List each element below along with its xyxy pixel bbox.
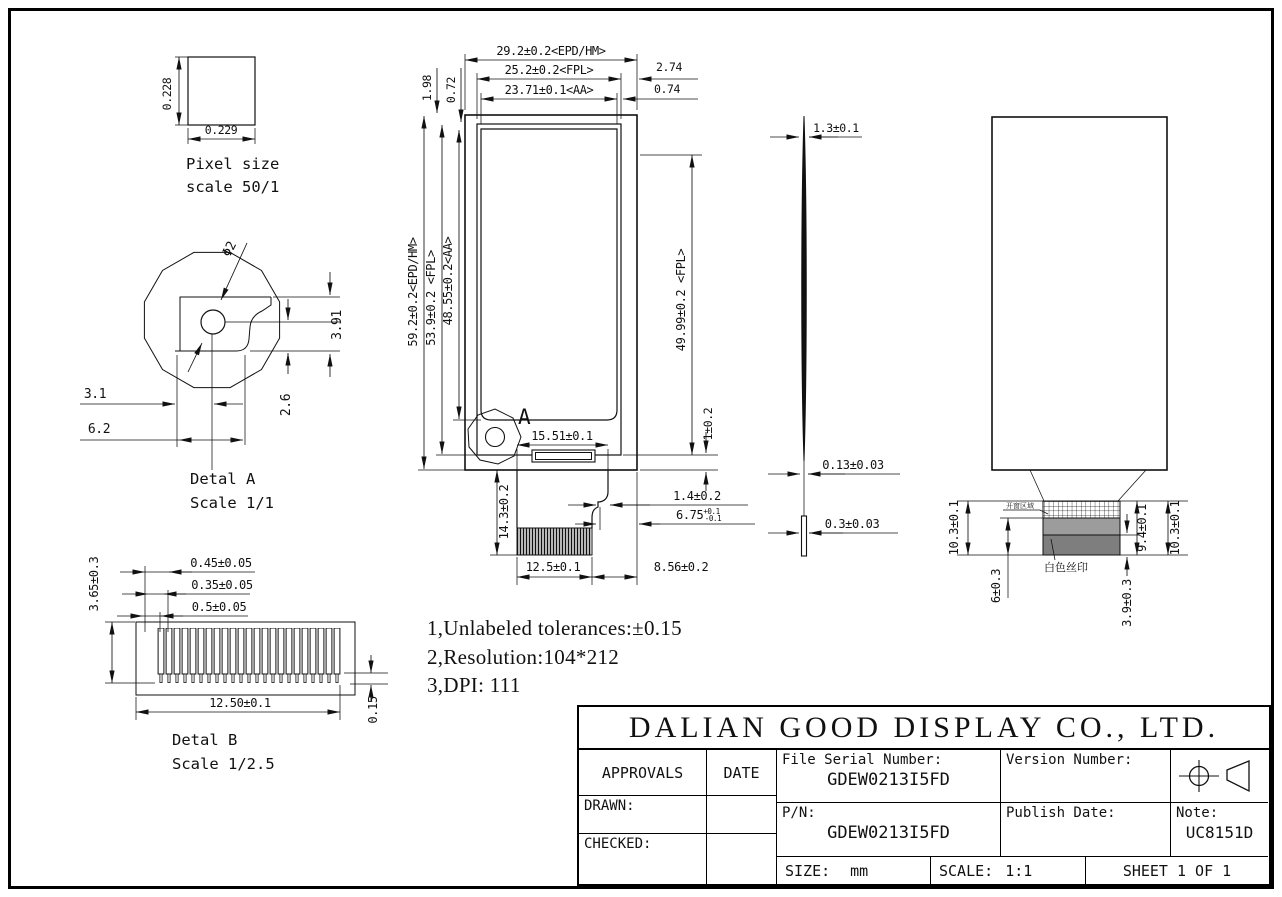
scale-label: SCALE:	[939, 861, 994, 880]
approvals-header: APPROVALS	[579, 750, 707, 796]
note-tolerances: 1,Unlabeled tolerances:±0.15	[427, 616, 682, 640]
dim-detail-b-015: 0.15	[366, 696, 380, 724]
dim-072: 0.72	[444, 76, 458, 104]
side-panel-profile	[802, 116, 807, 461]
pixel-detail-label: Pixel size	[186, 155, 280, 173]
detail-a-corner-edges	[180, 297, 271, 351]
drawn-date-cell	[707, 796, 777, 834]
dim-back-94: 9.4±0.1	[1135, 504, 1149, 552]
note-resolution: 2,Resolution:104*212	[427, 645, 620, 669]
front-component-outer	[532, 450, 595, 462]
detail-b-view	[136, 622, 355, 695]
back-silkscreen-band-lower	[1043, 535, 1120, 555]
dim-14: 1.4±0.2	[673, 489, 721, 503]
window-area-label: 开窗区域	[1006, 502, 1034, 510]
front-outline-aa	[481, 129, 617, 420]
dim-height-fpl-right: 49.99±0.2 <FPL>	[674, 248, 688, 352]
front-outline-epd	[465, 115, 637, 470]
sheet-label: SHEET 1 OF 1	[1122, 861, 1232, 880]
side-connector	[802, 516, 807, 556]
dim-274: 2.74	[655, 60, 683, 74]
pixel-size-detail	[188, 57, 255, 125]
dim-back-39: 3.9±0.3	[1120, 579, 1134, 627]
sheet-cell	[1086, 857, 1268, 884]
dim-side-013: 0.13±0.03	[822, 458, 884, 472]
back-view	[992, 117, 1167, 560]
silkscreen-label: 白色丝印	[1044, 561, 1088, 574]
projection-symbol-cell	[1171, 750, 1268, 803]
dim-1551: 15.51±0.1	[531, 429, 593, 443]
dim-198: 1.98	[420, 74, 434, 102]
dim-height-fpl: 53.9±0.2 <FPL>	[424, 250, 438, 346]
dim-pixel-width: 0.229	[204, 123, 238, 137]
dim-675-value: 6.75	[676, 508, 704, 522]
fpc-fingers	[517, 528, 592, 555]
pixel-detail-scale: scale 50/1	[186, 178, 280, 196]
pixel-square	[188, 57, 255, 125]
projection-symbol-icon	[1171, 750, 1266, 802]
date-header: DATE	[707, 750, 777, 796]
dim-detail-a-62: 6.2	[87, 422, 111, 437]
back-leader-lines	[1030, 470, 1146, 501]
dim-detail-a-391: 3.91	[330, 310, 345, 340]
back-silkscreen-band-upper	[1043, 518, 1120, 535]
back-window-area	[1043, 501, 1120, 518]
front-view	[465, 115, 637, 555]
note-cell	[1171, 803, 1268, 857]
dim-detail-b-365: 3.65±0.3	[87, 556, 101, 612]
front-corner-hole	[486, 428, 505, 447]
note-label: Note:	[1176, 805, 1219, 821]
dim-pixel-height: 0.228	[160, 77, 174, 111]
dim-height-epd: 59.2±0.2<EPD/HM>	[406, 237, 420, 347]
dim-back-6: 6±0.3	[989, 568, 1003, 604]
size-label: SIZE:	[785, 861, 831, 880]
checked-label: CHECKED:	[579, 834, 707, 884]
dim-width-aa: 23.71±0.1<AA>	[504, 83, 594, 97]
side-view	[802, 116, 807, 556]
detail-a-scale: Scale 1/1	[190, 494, 274, 512]
detail-a-marker-letter: A	[518, 405, 531, 429]
title-block	[577, 705, 1271, 886]
dim-hole-diameter: Φ2	[219, 239, 240, 260]
detail-b-pins	[157, 628, 341, 683]
pn-label: P/N:	[782, 805, 816, 821]
file-serial-label: File Serial Number:	[782, 752, 943, 768]
size-cell	[777, 857, 931, 884]
checked-date-cell	[707, 834, 777, 884]
dim-143: 14.3±0.2	[497, 484, 511, 540]
note-value: UC8151D	[1185, 823, 1254, 842]
front-outline-fpl	[477, 124, 621, 455]
file-serial-value: GDEW0213I5FD	[827, 770, 950, 790]
detail-a-label: Detal A	[190, 470, 256, 488]
dim-side-13: 1.3±0.1	[813, 121, 859, 135]
company-name: DALIAN GOOD DISPLAY CO., LTD.	[579, 707, 1269, 750]
back-outline	[992, 117, 1167, 470]
version-label: Version Number:	[1001, 750, 1171, 803]
dim-back-103-left: 10.3±0.1	[947, 500, 961, 556]
dim-width-fpl: 25.2±0.2<FPL>	[504, 63, 594, 77]
dim-detail-a-31: 3.1	[83, 387, 107, 402]
drawn-label: DRAWN:	[579, 796, 707, 834]
dim-125: 12.5±0.1	[525, 560, 581, 574]
dim-detail-a-26: 2.6	[279, 393, 294, 417]
dim-675-sub: -0.1	[704, 514, 722, 523]
pn-value: GDEW0213I5FD	[827, 823, 950, 843]
pn-cell	[777, 803, 1001, 857]
dim-side-03: 0.3±0.03	[824, 517, 880, 531]
dim-675-sup: +0.1	[703, 507, 720, 516]
dim-height-aa: 48.55±0.2<AA>	[441, 236, 455, 326]
detail-b-label: Detal B	[172, 731, 238, 749]
scale-cell	[931, 857, 1086, 884]
dim-detail-b-1250: 12.50±0.1	[209, 696, 271, 710]
note-dpi: 3,DPI: 111	[427, 673, 521, 697]
dim-1: 1±0.2	[701, 407, 715, 441]
dim-detail-b-035: 0.35±0.05	[191, 578, 253, 592]
dim-074: 0.74	[653, 82, 681, 96]
window-label-leader	[1003, 510, 1048, 514]
detail-a-corner-notch	[175, 297, 271, 351]
dim-675	[676, 507, 721, 523]
dim-detail-b-05: 0.5±0.05	[191, 600, 247, 614]
dim-back-103-right: 10.3±0.1	[1168, 500, 1182, 556]
detail-b-scale: Scale 1/2.5	[172, 755, 275, 773]
detail-a-hole	[201, 310, 225, 334]
dim-detail-b-045: 0.45±0.05	[190, 556, 252, 570]
size-value: mm	[850, 861, 869, 880]
scale-value: 1:1	[1005, 861, 1033, 880]
publish-date-label: Publish Date:	[1001, 803, 1171, 857]
dim-width-epd: 29.2±0.2<EPD/HM>	[496, 44, 606, 58]
file-serial-cell	[777, 750, 1001, 803]
dim-856: 8.56±0.2	[653, 560, 709, 574]
